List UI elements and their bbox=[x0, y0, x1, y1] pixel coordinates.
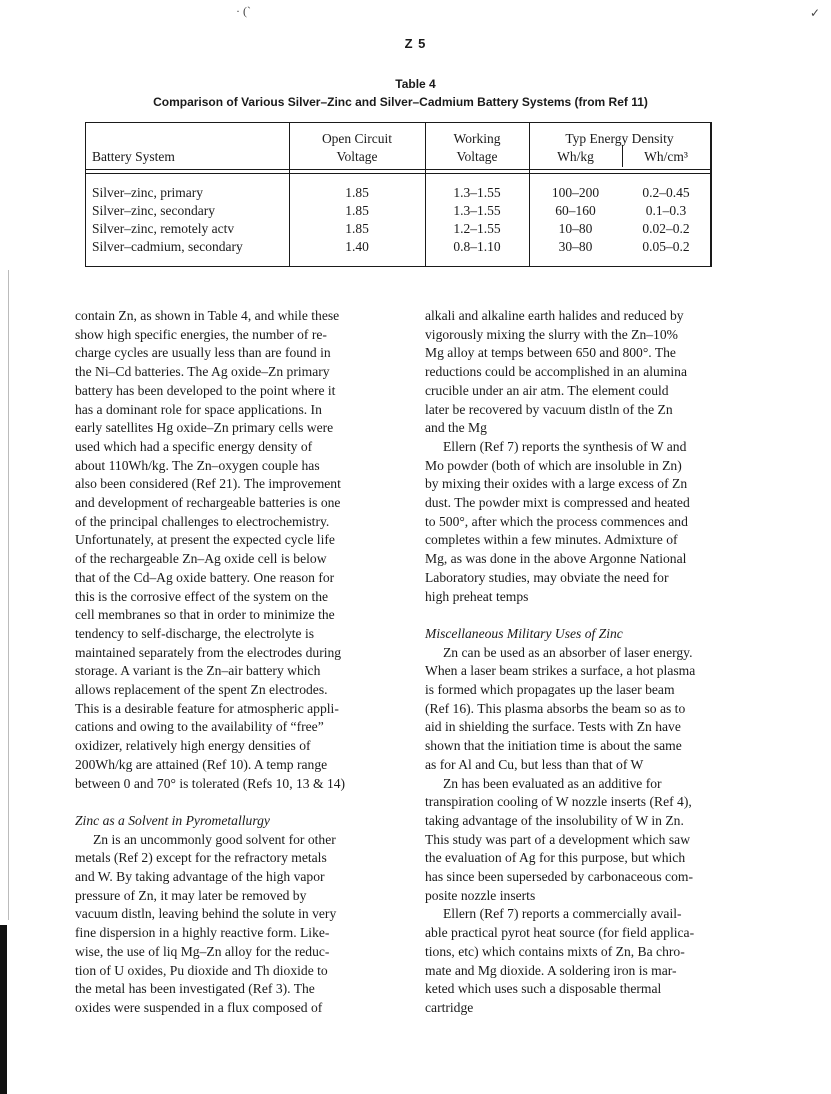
text-line: mate and Mg dioxide. A soldering iron is mar- bbox=[425, 962, 677, 978]
text-line: the evaluation of Ag for this purpose, but which bbox=[425, 850, 686, 866]
row-3-wv: 1.2–1.55 bbox=[453, 221, 501, 236]
text-line: and development of rechargeable batteries is one bbox=[75, 495, 341, 511]
text-line: of the principal challenges to electrochemistry. bbox=[75, 513, 330, 529]
header-battery-system: Battery System bbox=[92, 149, 175, 164]
text-line: allows replacement of the spent Zn electrodes. bbox=[75, 682, 328, 698]
row-1-wv: 1.3–1.55 bbox=[453, 185, 501, 200]
row-1-ocv: 1.85 bbox=[345, 185, 369, 200]
text-line: Ellern (Ref 7) reports a commercially avail- bbox=[443, 906, 682, 922]
text-line: show high specific energies, the number of re- bbox=[75, 326, 327, 342]
text-line: fine dispersion in a highly reactive form. Like- bbox=[75, 925, 330, 941]
row-4-wv: 0.8–1.10 bbox=[453, 239, 501, 254]
text-line: This study was part of a development which saw bbox=[425, 831, 691, 847]
text-line: also been considered (Ref 21). The improvement bbox=[75, 476, 341, 492]
text-line: shown that the initiation time is about the same bbox=[425, 738, 682, 754]
row-2-whkg: 60–160 bbox=[555, 203, 596, 218]
row-2-ocv: 1.85 bbox=[345, 203, 369, 218]
header-wv-line1: Working bbox=[453, 131, 501, 146]
row-3-whkg: 10–80 bbox=[558, 221, 593, 236]
text-line: Mg alloy at temps between 650 and 800°. The bbox=[425, 345, 676, 361]
text-line: Laboratory studies, may obviate the need for bbox=[425, 569, 669, 585]
text-line: cell membranes so that in order to minimize the bbox=[75, 607, 335, 623]
text-line: When a laser beam strikes a surface, a hot plasma bbox=[425, 663, 696, 679]
page-number: Z 5 bbox=[404, 36, 427, 51]
text-line: Mo powder (both of which are insoluble in Zn) bbox=[425, 457, 682, 473]
text-line: early satellites Hg oxide–Zn primary cells were bbox=[75, 420, 334, 436]
row-4-system: Silver–cadmium, secondary bbox=[92, 239, 243, 254]
text-line: Ellern (Ref 7) reports the synthesis of W and bbox=[443, 438, 687, 454]
text-line: maintained separately from the electrodes during bbox=[75, 644, 342, 660]
row-1-system: Silver–zinc, primary bbox=[92, 185, 203, 200]
header-whkg: Wh/kg bbox=[557, 149, 594, 164]
text-line: that of the Cd–Ag oxide battery. One reason for bbox=[75, 569, 335, 585]
text-line: Mg, as was done in the above Argonne National bbox=[425, 551, 687, 567]
text-line: posite nozzle inserts bbox=[425, 887, 536, 903]
text-line: tendency to self-discharge, the electrolyte is bbox=[75, 625, 315, 641]
text-line: cations and owing to the availability of “free” bbox=[75, 719, 324, 735]
text-line: Unfortunately, at present the expected cycle life bbox=[75, 532, 335, 548]
row-3-system: Silver–zinc, remotely actv bbox=[92, 221, 235, 236]
right-column bbox=[425, 307, 735, 1018]
text-line: later be recovered by vacuum distln of the Zn bbox=[425, 401, 673, 417]
table-label: Table 4 bbox=[395, 77, 436, 91]
text-line: vacuum distln, leaving behind the solute in very bbox=[75, 906, 337, 922]
text-line: metals (Ref 2) except for the refractory metals bbox=[75, 850, 327, 866]
text-line: to 500°, after which the process commences and bbox=[425, 513, 688, 529]
header-whcm: Wh/cm³ bbox=[644, 149, 688, 164]
text-line: transpiration cooling of W nozzle inserts (Ref 4), bbox=[425, 794, 692, 810]
header-ocv-line2: Voltage bbox=[336, 149, 378, 164]
text-line: and the Mg bbox=[425, 420, 487, 436]
text-line: keted which uses such a disposable thermal bbox=[425, 981, 662, 997]
text-line: has a dominant role for space applications. In bbox=[75, 401, 322, 417]
text-line: This is a desirable feature for atmospheric appli- bbox=[75, 700, 339, 716]
text-line: the Ni–Cd batteries. The Ag oxide–Zn primary bbox=[75, 364, 330, 380]
text-line: taking advantage of the insolubility of W in Zn. bbox=[425, 812, 684, 828]
text-line: oxidizer, relatively high energy densities of bbox=[75, 738, 311, 754]
row-2-whcm: 0.1–0.3 bbox=[645, 203, 687, 218]
table-caption: Comparison of Various Silver–Zinc and Silver–Cadmium Battery Systems (from Ref 11) bbox=[153, 95, 648, 109]
text-line: reductions could be accomplished in an alumina bbox=[425, 364, 687, 380]
text-line: this is the corrosive effect of the system on the bbox=[75, 588, 329, 604]
text-line: oxides were suspended in a flux composed of bbox=[75, 1000, 323, 1015]
text-line: 200Wh/kg are attained (Ref 10). A temp range bbox=[75, 756, 328, 772]
row-1-whcm: 0.2–0.45 bbox=[642, 185, 690, 200]
text-line: completes within a few minutes. Admixture of bbox=[425, 532, 678, 548]
text-line: about 110Wh/kg. The Zn–oxygen couple has bbox=[75, 457, 320, 473]
row-1-whkg: 100–200 bbox=[551, 185, 600, 200]
text-line: wise, the use of liq Mg–Zn alloy for the reduc- bbox=[75, 943, 330, 959]
text-line: Zn has been evaluated as an additive for bbox=[443, 775, 662, 791]
row-2-wv: 1.3–1.55 bbox=[453, 203, 501, 218]
text-line: and W. By taking advantage of the high vapor bbox=[75, 869, 325, 885]
row-2-system: Silver–zinc, secondary bbox=[92, 203, 215, 218]
text-line: has since been superseded by carbonaceous com- bbox=[425, 869, 693, 885]
left-column bbox=[75, 307, 385, 1018]
row-3-whcm: 0.02–0.2 bbox=[642, 221, 690, 236]
row-4-ocv: 1.40 bbox=[345, 239, 369, 254]
text-line: crucible under an air atm. The element could bbox=[425, 382, 669, 398]
row-4-whcm: 0.05–0.2 bbox=[642, 239, 690, 254]
text-line: Zn is an uncommonly good solvent for other bbox=[93, 831, 336, 847]
text-line: tion of U oxides, Pu dioxide and Th dioxide to bbox=[75, 962, 328, 978]
text-line: between 0 and 70° is tolerated (Refs 10, 13 & 14) bbox=[75, 775, 346, 791]
header-wv-line2: Voltage bbox=[456, 149, 498, 164]
text-line: tions, etc) which contains mixts of Zn, Ba chro- bbox=[425, 943, 685, 959]
text-line: able practical pyrot heat source (for field applica- bbox=[425, 925, 695, 941]
text-line: alkali and alkaline earth halides and reduced by bbox=[425, 308, 684, 323]
text-line: contain Zn, as shown in Table 4, and while these bbox=[75, 308, 340, 323]
row-3-ocv: 1.85 bbox=[345, 221, 369, 236]
scan-mark-top: · (` bbox=[236, 4, 251, 18]
section-heading: Zinc as a Solvent in Pyrometallurgy bbox=[75, 812, 270, 828]
text-line: charge cycles are usually less than are found in bbox=[75, 345, 331, 361]
text-line: battery has been developed to the point where it bbox=[75, 382, 336, 398]
comparison-table bbox=[85, 122, 712, 267]
text-line: Zn can be used as an absorber of laser energy. bbox=[443, 644, 693, 660]
text-line: aid in shielding the surface. Tests with Zn have bbox=[425, 719, 681, 735]
header-energy: Typ Energy Density bbox=[565, 131, 674, 146]
text-line: by mixing their oxides with a large excess of Zn bbox=[425, 476, 688, 492]
text-line: high preheat temps bbox=[425, 588, 529, 604]
text-line: is formed which propagates up the laser beam bbox=[425, 682, 675, 698]
scan-mark-corner: ✓ bbox=[810, 6, 821, 20]
text-line: (Ref 16). This plasma absorbs the beam so as to bbox=[425, 700, 686, 716]
text-line: used which had a specific energy density of bbox=[75, 438, 313, 454]
header-ocv-line1: Open Circuit bbox=[321, 131, 393, 146]
section-heading: Miscellaneous Military Uses of Zinc bbox=[425, 625, 623, 641]
text-line: cartridge bbox=[425, 1000, 474, 1015]
text-line: of the rechargeable Zn–Ag oxide cell is below bbox=[75, 551, 327, 567]
text-line: vigorously mixing the slurry with the Zn–10% bbox=[425, 326, 678, 342]
row-4-whkg: 30–80 bbox=[558, 239, 593, 254]
scan-edge-line bbox=[8, 270, 9, 920]
text-line: dust. The powder mixt is compressed and heated bbox=[425, 495, 690, 511]
text-line: the metal has been investigated (Ref 3). The bbox=[75, 981, 315, 997]
text-line: pressure of Zn, it may later be removed by bbox=[75, 887, 307, 903]
text-line: as for Al and Cu, but less than that of W bbox=[425, 756, 644, 772]
text-line: storage. A variant is the Zn–air battery which bbox=[75, 663, 321, 679]
scan-edge-bar bbox=[0, 925, 7, 1094]
